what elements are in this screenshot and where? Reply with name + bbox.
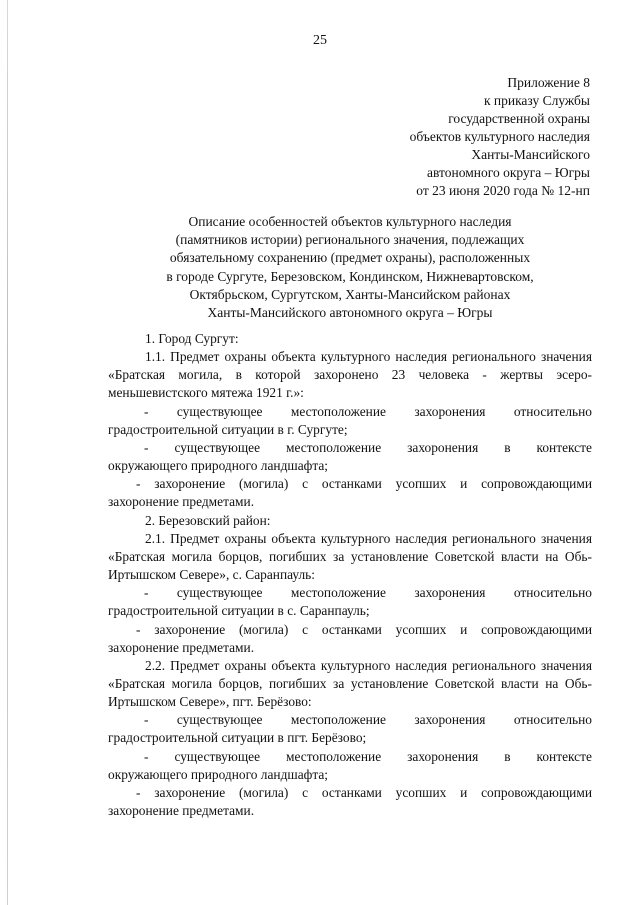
word: в	[504, 439, 511, 455]
section-heading: 1. Город Сургут:	[145, 331, 239, 346]
appendix-line: автономного округа – Югры	[427, 165, 590, 180]
bullet-justified-line	[108, 711, 592, 729]
section-heading: 2. Березовский район:	[145, 512, 271, 528]
bullet-item: - захоронение (могила) с останками усопших и сопровождающими захоронение предметами.	[108, 784, 592, 819]
word: захоронения	[407, 439, 479, 455]
title-line: обязательному сохранению (предмет охраны), расположенных	[169, 250, 531, 266]
word: относительно	[513, 585, 592, 601]
word: захоронения	[414, 403, 486, 419]
appendix-line: государственной охраны	[448, 111, 590, 126]
bullet-justified-line	[108, 403, 592, 421]
word: существующее	[174, 748, 261, 764]
word: относительно	[513, 712, 592, 728]
bullet-continuation: градостроительной ситуации в пгт. Берёзово;	[108, 730, 367, 746]
word: местоположение	[290, 403, 386, 419]
word: -	[144, 585, 149, 601]
word: -	[144, 439, 149, 455]
appendix-line: к приказу Службы	[483, 93, 590, 108]
document-title	[60, 213, 640, 322]
word: -	[144, 403, 149, 419]
word: захоронения	[414, 712, 486, 728]
bullet-item: - захоронение (могила) с останками усопших и сопровождающими захоронение предметами.	[108, 621, 592, 655]
paragraph: 2.2. Предмет охраны объекта культурного наследия регионального значения «Братская могила борцов, погибших за установление Советской власти на Обь-Иртышском Севере», пгт. Берёзово:	[108, 657, 592, 710]
paragraph: 2.1. Предмет охраны объекта культурного наследия регионального значения «Братская могила борцов, погибших за установление Советской власти на Обь-Иртышском Севере», с. Саранпауль:	[108, 530, 592, 583]
appendix-line: Приложение 8	[507, 75, 590, 90]
word: местоположение	[290, 585, 386, 601]
appendix-line: от 23 июня 2020 года № 12-нп	[416, 183, 590, 198]
word: местоположение	[286, 748, 382, 764]
bullet-continuation: градостроительной ситуации в с. Саранпауль;	[108, 603, 370, 619]
title-line: в городе Сургуте, Березовском, Кондинском, Нижневартовском,	[166, 268, 534, 284]
title-line: Октябрьском, Сургутском, Ханты-Мансийском районах	[189, 286, 511, 302]
bullet-continuation: градостроительной ситуации в г. Сургуте;	[108, 421, 348, 437]
word: существующее	[176, 403, 263, 419]
appendix-header	[410, 74, 590, 200]
word: в	[504, 748, 511, 764]
paragraph: 1.1. Предмет охраны объекта культурного наследия регионального значения «Братская могила, в которой захоронено 23 человека - жертвы эсеро-меньшевистского мятежа 1921 г.»:	[108, 349, 592, 401]
bullet-justified-line	[108, 439, 592, 457]
word: существующее	[176, 712, 263, 728]
appendix-line: объектов культурного наследия	[409, 129, 590, 144]
page-number: 25	[313, 33, 327, 48]
word: -	[144, 748, 149, 764]
bullet-justified-line	[108, 584, 592, 602]
word: местоположение	[286, 439, 382, 455]
title-line: Ханты-Мансийского автономного округа – Югры	[207, 305, 493, 321]
bullet-justified-line	[108, 748, 592, 766]
word: захоронения	[407, 748, 479, 764]
word: контексте	[536, 439, 592, 455]
bullet-item: - захоронение (могила) с останками усопших и сопровождающими захоронение предметами.	[108, 476, 592, 510]
appendix-line: Ханты-Мансийского	[471, 147, 590, 162]
word: местоположение	[290, 712, 386, 728]
word: существующее	[174, 439, 261, 455]
word: -	[144, 712, 149, 728]
word: контексте	[536, 748, 592, 764]
document-body	[108, 330, 592, 820]
bullet-continuation: окружающего природного ландшафта;	[108, 766, 329, 782]
word: относительно	[513, 403, 592, 419]
title-line: (памятников истории) регионального значения, подлежащих	[175, 232, 525, 248]
bullet-continuation: окружающего природного ландшафта;	[108, 458, 329, 474]
title-line: Описание особенностей объектов культурного наследия	[188, 214, 512, 229]
word: существующее	[176, 585, 263, 601]
word: захоронения	[414, 585, 486, 601]
scan-edge-line	[7, 0, 8, 905]
